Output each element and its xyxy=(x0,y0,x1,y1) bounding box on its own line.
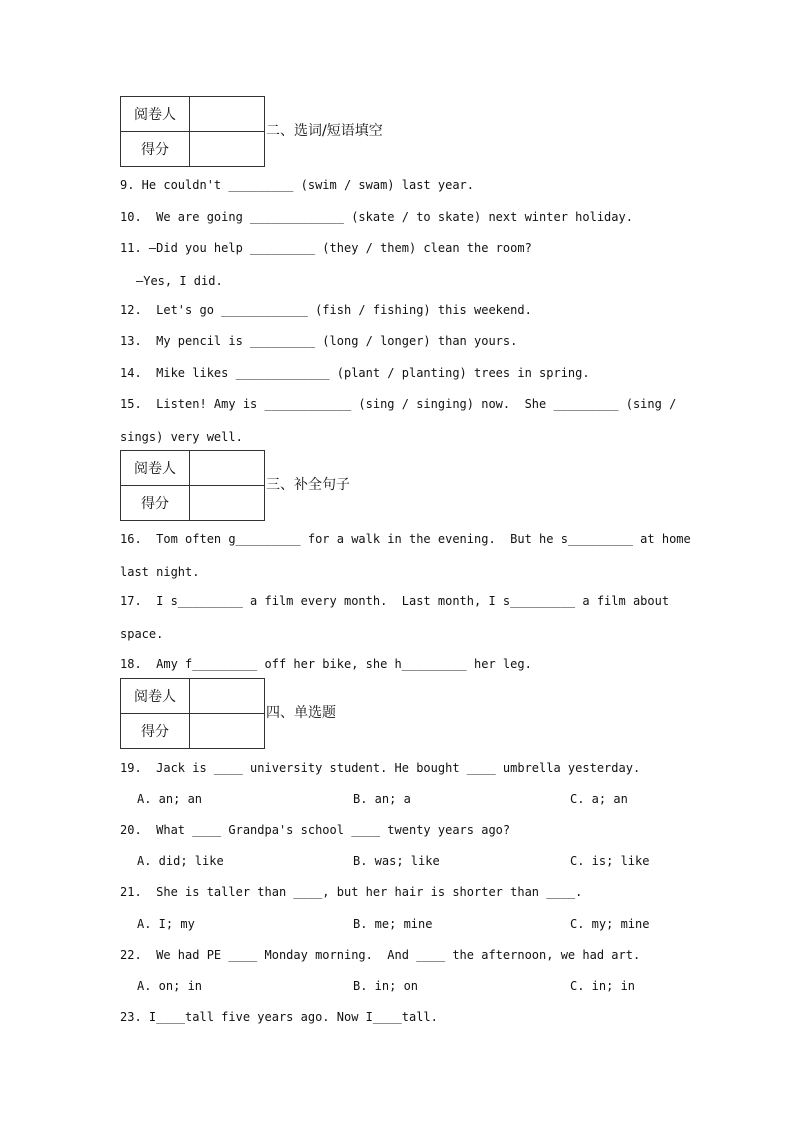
section-heading: 二、选词/短语填空 xyxy=(266,123,383,139)
option-a[interactable]: A. an; an xyxy=(137,792,203,806)
option-c[interactable]: C. a; an xyxy=(570,792,628,806)
option-c[interactable]: C. my; mine xyxy=(570,917,650,931)
question-15-cont: sings) very well. xyxy=(120,430,243,444)
question-15: 15. Listen! Amy is ____________ (sing / singing) now. She _________ (sing / xyxy=(120,397,677,411)
option-a[interactable]: A. on; in xyxy=(137,979,203,993)
question-23: 23. I____tall five years ago. Now I____tall. xyxy=(120,1010,438,1024)
option-a[interactable]: A. did; like xyxy=(137,854,224,868)
question-14: 14. Mike likes _____________ (plant / planting) trees in spring. xyxy=(120,366,590,380)
score-cell[interactable] xyxy=(190,714,265,749)
score-label: 得分 xyxy=(121,132,190,167)
reviewer-label: 阅卷人 xyxy=(121,97,190,132)
question-20: 20. What ____ Grandpa's school ____ twenty years ago? xyxy=(120,823,511,837)
score-box xyxy=(120,96,265,167)
option-b[interactable]: B. in; on xyxy=(353,979,419,993)
question-12: 12. Let's go ____________ (fish / fishing) this weekend. xyxy=(120,303,532,317)
score-box xyxy=(120,450,265,521)
score-box xyxy=(120,678,265,749)
reviewer-cell[interactable] xyxy=(190,97,265,132)
option-c[interactable]: C. is; like xyxy=(570,854,650,868)
score-label: 得分 xyxy=(121,486,190,521)
reviewer-label: 阅卷人 xyxy=(121,679,190,714)
option-b[interactable]: B. me; mine xyxy=(353,917,433,931)
reviewer-cell[interactable] xyxy=(190,451,265,486)
question-19: 19. Jack is ____ university student. He bought ____ umbrella yesterday. xyxy=(120,761,641,775)
score-label: 得分 xyxy=(121,714,190,749)
option-b[interactable]: B. an; a xyxy=(353,792,411,806)
question-17: 17. I s_________ a film every month. Last month, I s_________ a film about xyxy=(120,594,670,608)
score-cell[interactable] xyxy=(190,486,265,521)
section-heading: 四、单选题 xyxy=(266,705,336,721)
section-heading: 三、补全句子 xyxy=(266,477,350,493)
question-13: 13. My pencil is _________ (long / longer) than yours. xyxy=(120,334,518,348)
question-11-answer: —Yes, I did. xyxy=(136,274,223,288)
question-16-cont: last night. xyxy=(120,565,200,579)
question-18: 18. Amy f_________ off her bike, she h_________ her leg. xyxy=(120,657,532,671)
question-16: 16. Tom often g_________ for a walk in the evening. But he s_________ at home xyxy=(120,532,691,546)
question-11: 11. —Did you help _________ (they / them) clean the room? xyxy=(120,241,532,255)
question-21: 21. She is taller than ____, but her hair is shorter than ____. xyxy=(120,885,583,899)
question-22: 22. We had PE ____ Monday morning. And ____ the afternoon, we had art. xyxy=(120,948,641,962)
option-a[interactable]: A. I; my xyxy=(137,917,195,931)
question-10: 10. We are going _____________ (skate / to skate) next winter holiday. xyxy=(120,210,633,224)
reviewer-cell[interactable] xyxy=(190,679,265,714)
question-9: 9. He couldn't _________ (swim / swam) last year. xyxy=(120,178,475,192)
reviewer-label: 阅卷人 xyxy=(121,451,190,486)
option-b[interactable]: B. was; like xyxy=(353,854,440,868)
option-c[interactable]: C. in; in xyxy=(570,979,636,993)
score-cell[interactable] xyxy=(190,132,265,167)
question-17-cont: space. xyxy=(120,627,164,641)
